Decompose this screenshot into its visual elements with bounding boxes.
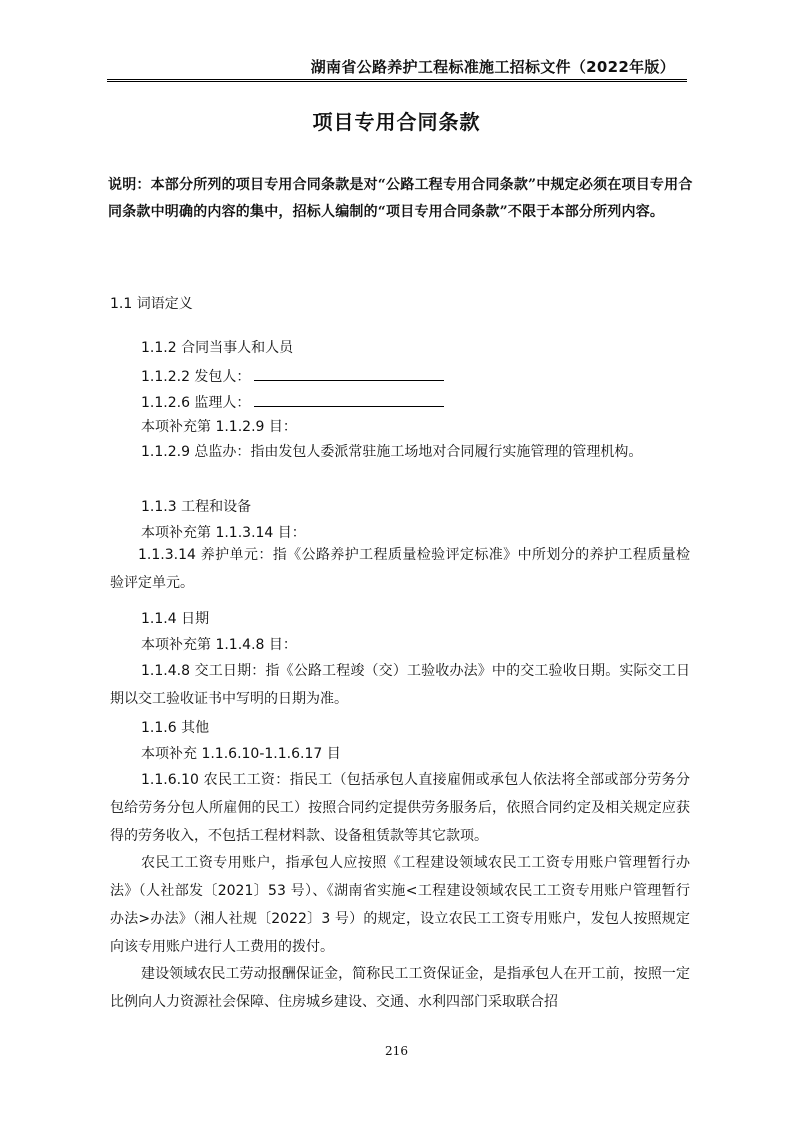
running-header: 湖南省公路养护工程标准施工招标文件（2022年版） [310, 58, 675, 76]
paragraph-wage-account: 农民工工资专用账户，指承包人应按照《工程建设领域农民工工资专用账户管理暂行办法》（人社部发〔2021〕53 号）、《湖南省实施<工程建设领域农民工工资专用账户管理暂行办法>办法》（湘人社规〔2022〕3 号）的规定，设立农民工工资专用账户，发包人按照规定向该专用账户进行人工费用的拨付。 [110, 855, 690, 955]
supervisor-label: 1.1.2.6 监理人： [141, 395, 251, 411]
page-title: 项目专用合同条款 [312, 110, 481, 134]
supervisor-field-row [141, 392, 444, 412]
section-1-1-heading: 1.1 词语定义 [110, 296, 193, 312]
supplement-1-1-2-9: 本项补充第 1.1.2.9 目： [141, 419, 297, 435]
supervisor-blank[interactable] [254, 392, 444, 407]
supplement-1-1-4-8: 本项补充第 1.1.4.8 目： [141, 637, 297, 653]
section-1-1-2-heading: 1.1.2 合同当事人和人员 [141, 340, 294, 356]
note-block [108, 172, 698, 226]
paragraph-wage-deposit: 建设领域农民工劳动报酬保证金，简称民工工资保证金，是指承包人在开工前，按照一定比例向人力资源社会保障、住房城乡建设、交通、水利四部门采取联合招 [110, 966, 690, 1010]
employer-label: 1.1.2.2 发包人： [141, 369, 251, 385]
paragraph-1-1-6-10: 1.1.6.10 农民工工资：指民工（包括承包人直接雇佣或承包人依法将全部或部分劳务分包给劳务分包人所雇佣的民工）按照合同约定提供劳务服务后，依照合同约定及相关规定应获得的劳务收入，不包括工程材料款、设备租赁款等其它款项。 [110, 772, 690, 844]
employer-blank[interactable] [254, 366, 444, 381]
header-rule [107, 79, 687, 82]
paragraph-1-1-2-9: 1.1.2.9 总监办：指由发包人委派常驻施工场地对合同履行实施管理的管理机构。 [141, 444, 643, 460]
paragraph-1-1-3-14: 1.1.3.14 养护单元：指《公路养护工程质量检验评定标准》中所划分的养护工程质量检验评定单元。 [110, 547, 690, 591]
section-1-1-4-heading: 1.1.4 日期 [141, 611, 210, 627]
section-1-1-3-heading: 1.1.3 工程和设备 [141, 499, 252, 515]
note-text: 本部分所列的项目专用合同条款是对“公路工程专用合同条款”中规定必须在项目专用合同条款中明确的内容的集中，招标人编制的“项目专用合同条款”不限于本部分所列内容。 [108, 177, 693, 220]
supplement-1-1-3-14: 本项补充第 1.1.3.14 目： [141, 525, 306, 541]
supplement-1-1-6: 本项补充 1.1.6.10-1.1.6.17 目 [141, 746, 341, 762]
note-label: 说明： [108, 177, 151, 193]
paragraph-1-1-4-8: 1.1.4.8 交工日期：指《公路工程竣（交）工验收办法》中的交工验收日期。实际交工日期以交工验收证书中写明的日期为准。 [110, 663, 690, 707]
section-1-1-6-heading: 1.1.6 其他 [141, 720, 210, 736]
employer-field-row [141, 366, 444, 386]
page-number: 216 [385, 1044, 408, 1058]
